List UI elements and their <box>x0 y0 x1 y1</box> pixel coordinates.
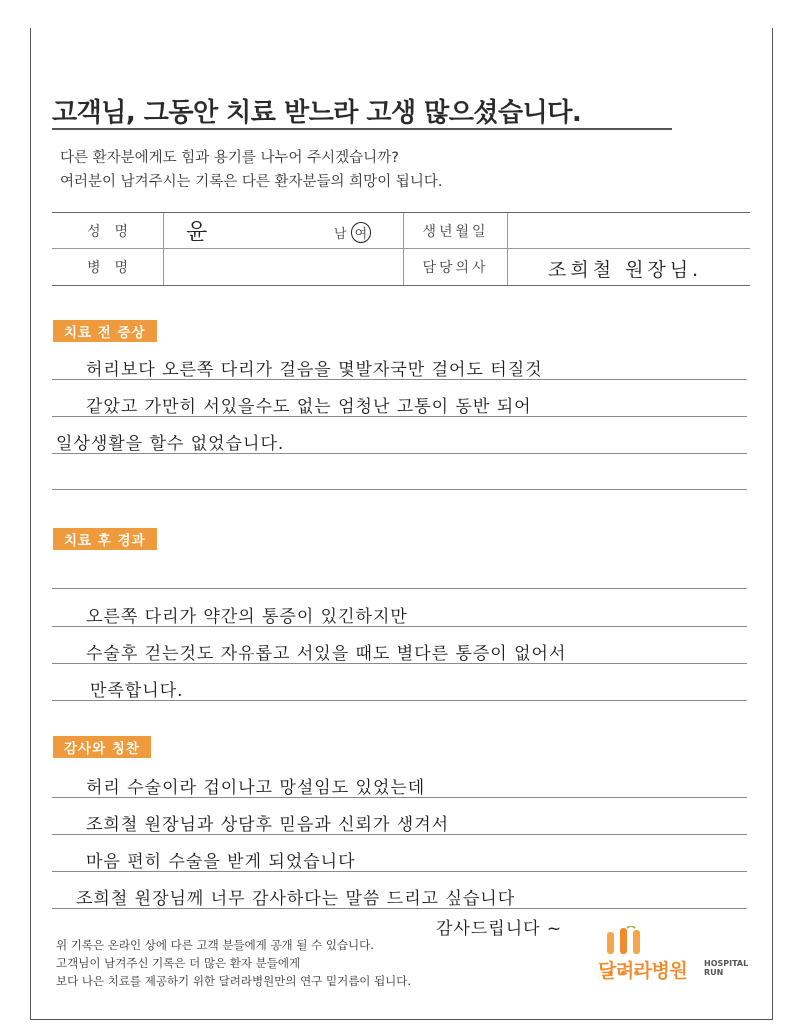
thanks-line-2: 조희철 원장님과 상담후 믿음과 신뢰가 생겨서 <box>86 815 450 835</box>
before-line-1: 허리보다 오른쪽 다리가 걸음을 몇발자국만 걸어도 터질것 <box>86 360 543 380</box>
ruled-line <box>52 588 747 589</box>
after-line-3: 수술후 걷는것도 자유롭고 서있을 때도 별다른 통증이 없어서 <box>86 644 567 664</box>
logo-sub-2: RUN <box>704 968 724 977</box>
footer-note-1: 위 기록은 온라인 상에 다른 고객 분들에게 공개 될 수 있습니다. <box>56 938 374 952</box>
name-field <box>164 213 404 248</box>
thanks-line-4: 조희철 원장님께 너무 감사하다는 말씀 드리고 싶습니다 <box>76 889 516 909</box>
doctor-field <box>508 249 750 285</box>
info-row-name <box>52 213 750 249</box>
title-underline <box>52 128 672 130</box>
gender-female-option-circled: 여 <box>351 222 372 243</box>
gender-male-option: 남 <box>334 227 347 242</box>
thanks-line-1: 허리 수술이라 겁이나고 망설임도 있었는데 <box>86 778 426 798</box>
dob-label: 생년월일 <box>404 213 508 248</box>
form-subtitle-2: 여러분이 남겨주시는 기록은 다른 환자분들의 희망이 됩니다. <box>60 174 443 190</box>
ruled-line <box>52 489 747 490</box>
info-row-disease <box>52 249 750 285</box>
footer-note-3: 보다 나은 치료를 제공하기 위한 달려라병원만의 연구 밑거름이 됩니다. <box>56 974 412 988</box>
after-line-4: 만족합니다. <box>90 681 184 701</box>
thanks-line-5: 감사드립니다 ~ <box>436 919 563 939</box>
form-subtitle-1: 다른 환자분에게도 힘과 용기를 나누어 주시겠습니까? <box>60 150 399 166</box>
disease-field <box>164 249 404 285</box>
doctor-value: 조희철 원장님. <box>548 259 703 281</box>
thanks-line-3: 마음 편히 수술을 받게 되었습니다 <box>86 852 356 872</box>
form-title: 고객님, 그동안 치료 받느라 고생 많으셨습니다. <box>52 98 582 128</box>
after-line-2: 오른쪽 다리가 약간의 통증이 있긴하지만 <box>86 607 408 627</box>
gender-selector <box>334 222 371 243</box>
before-line-2: 같았고 가만히 서있을수도 없는 엄청난 고통이 동반 되어 <box>86 397 532 417</box>
name-label: 성명 <box>52 213 164 248</box>
logo-name: 달려라병원 <box>598 960 688 982</box>
section-badge-after: 치료 후 경과 <box>53 528 157 550</box>
before-line-3: 일상생활을 할수 없었습니다. <box>56 434 285 454</box>
footer-note-2: 고객님이 남겨주신 기록은 더 많은 환자 분들에게 <box>56 956 301 970</box>
hospital-logo <box>598 926 758 1006</box>
patient-info-table <box>52 212 750 286</box>
doctor-label: 담당의사 <box>404 249 508 285</box>
disease-label: 병명 <box>52 249 164 285</box>
logo-sub-1: HOSPITAL <box>704 959 749 968</box>
section-badge-before: 치료 전 증상 <box>53 320 157 342</box>
logo-sub <box>704 959 748 977</box>
section-badge-thanks: 감사와 칭찬 <box>53 736 151 758</box>
name-value: 윤 <box>186 220 208 245</box>
dob-field <box>508 213 750 248</box>
